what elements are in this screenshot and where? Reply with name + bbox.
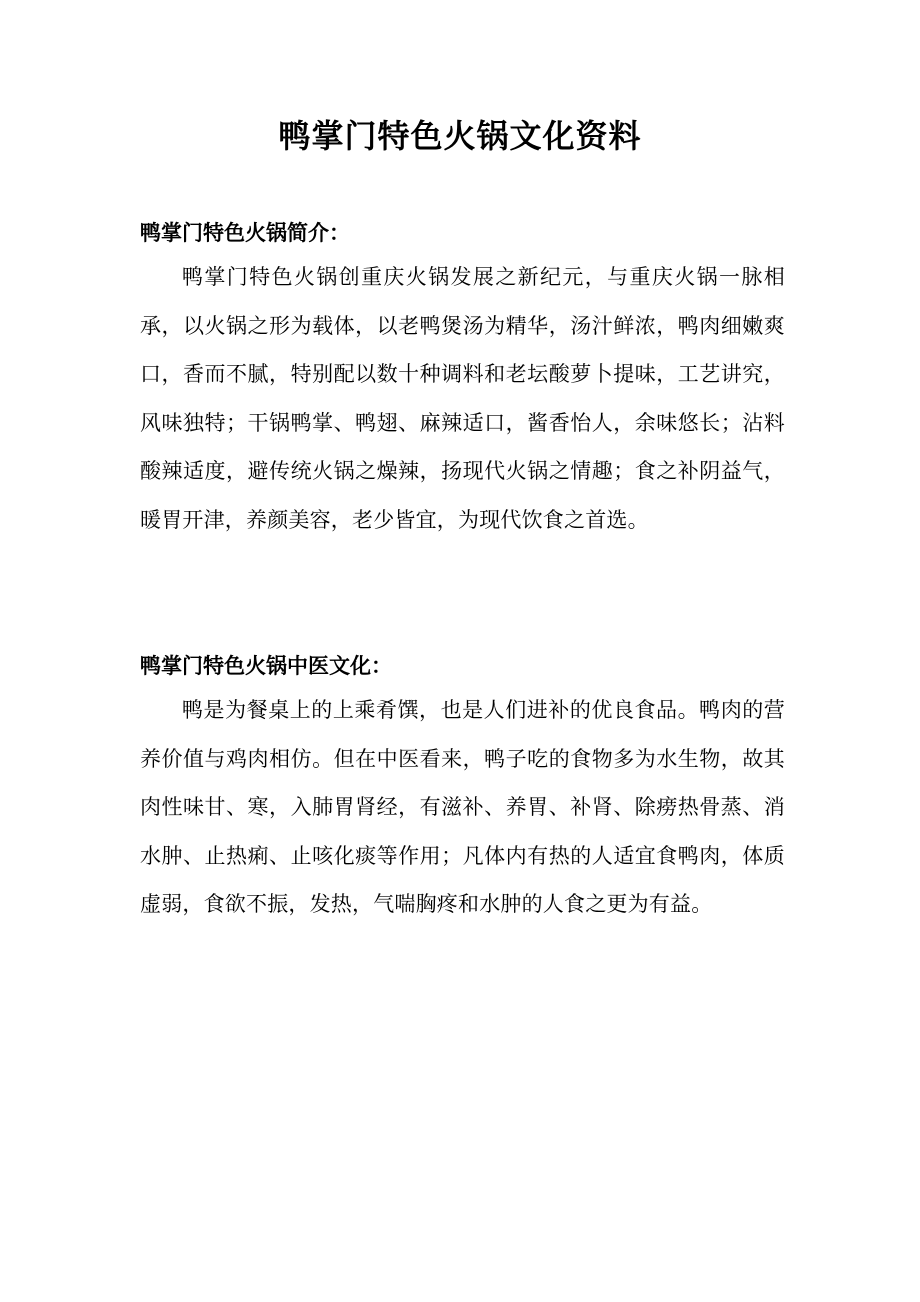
section-body-introduction: 鸭掌门特色火锅创重庆火锅发展之新纪元，与重庆火锅一脉相承，以火锅之形为载体，以老鸭煲汤为精华，汤汁鲜浓，鸭肉细嫩爽口，香而不腻，特别配以数十种调料和老坛酸萝卜提味，工艺讲究，风味独特；干锅鸭掌、鸭翅、麻辣适口，酱香怡人，余味悠长；沾料酸辣适度，避传统火锅之燥辣，扬现代火锅之情趣；食之补阴益气，暖胃开津，养颜美容，老少皆宜，为现代饮食之首选。 (140, 265, 785, 532)
section-tcm-culture (140, 646, 785, 929)
document-title: 鸭掌门特色火锅文化资料 (278, 117, 642, 155)
section-body-tcm-culture: 鸭是为餐桌上的上乘肴馔，也是人们进补的优良食品。鸭肉的营养价值与鸡肉相仿。但在中医看来，鸭子吃的食物多为水生物，故其肉性味甘、寒，入肺胃肾经，有滋补、养胃、补肾、除痨热骨蒸、消水肿、止热痢、止咳化痰等作用；凡体内有热的人适宜食鸭肉，体质虚弱，食欲不振，发热，气喘胸疼和水肿的人食之更为有益。 (140, 698, 785, 917)
section-introduction (140, 213, 785, 545)
section-heading-tcm-culture: 鸭掌门特色火锅中医文化： (140, 653, 392, 678)
section-heading-introduction: 鸭掌门特色火锅简介： (140, 220, 350, 245)
